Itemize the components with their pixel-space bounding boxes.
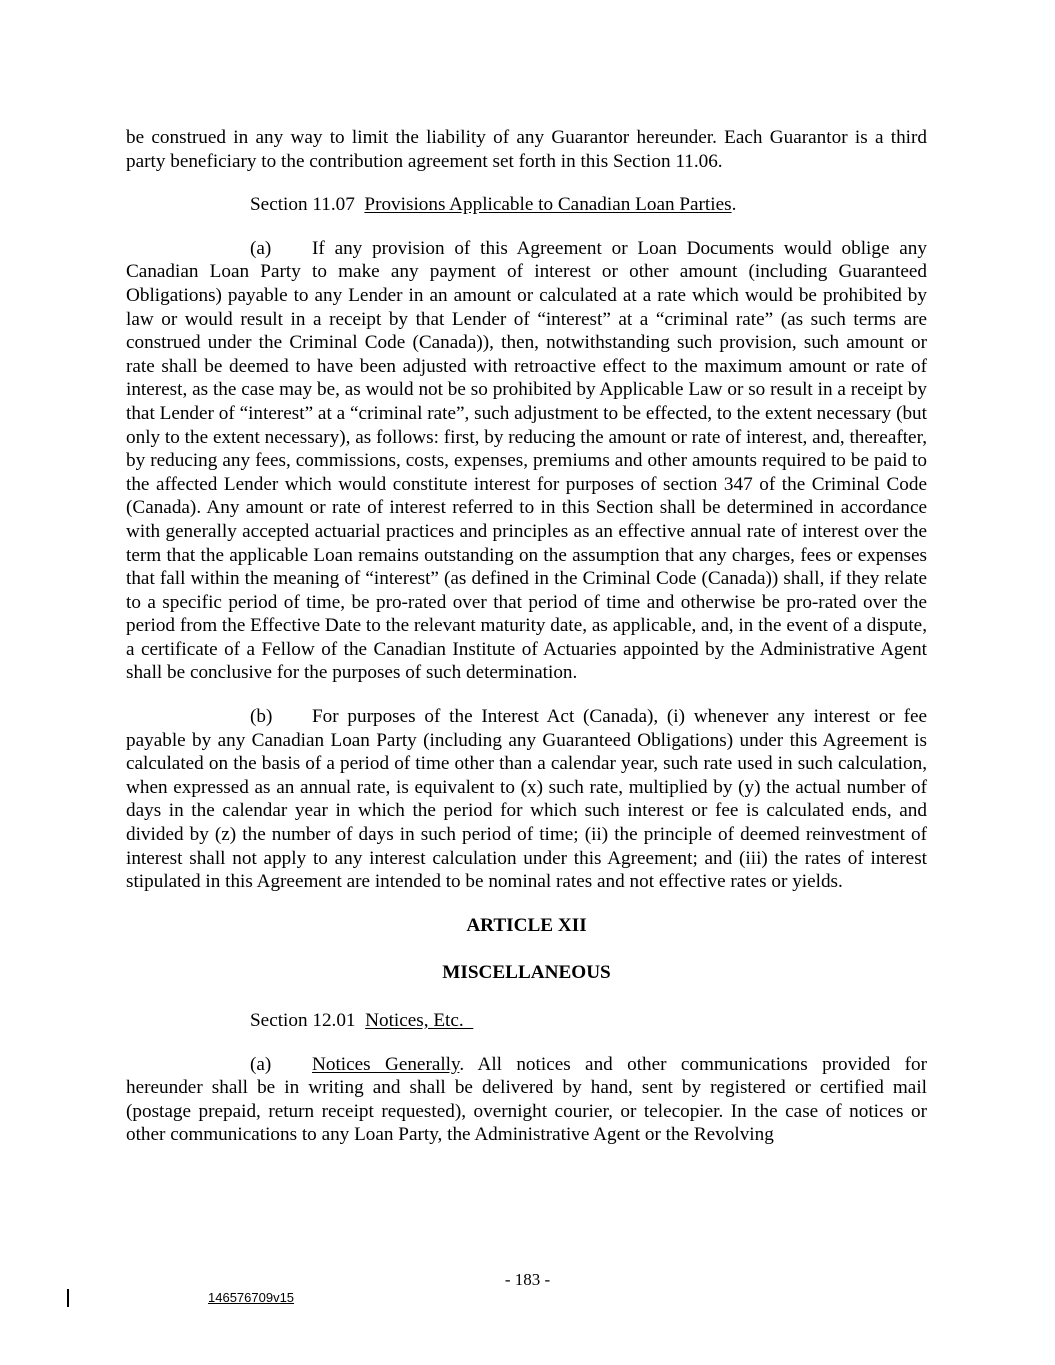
document-id: 146576709v15 [208,1290,295,1305]
paragraph-12-01-a-heading: Notices Generally [312,1053,460,1075]
section-11-07-number: Section 11.07 [250,194,355,216]
section-12-01-title: Notices, Etc. [365,1010,474,1031]
page-number: - 183 - [504,1270,551,1289]
article-title: MISCELLANEOUS [442,962,611,984]
article-number: ARTICLE XII [466,914,587,936]
paragraph-11-07-b-text: For purposes of the Interest Act (Canada), (i) whenever any interest or fee payable by any Canadian Loan Party (including any Guaranteed Obligations) under this Agreement is calculated on the basis of a period of time other than a calendar year, such rate used in such calculation, when expressed as an annual rate, is equivalent to (x) such rate, multiplied by (y) the actual number of days in the calendar year in which the period for which such interest or fee is calculated ends, and divided by (z) the number of days in such period of time; (ii) the principle of deemed reinvestment of interest shall not apply to any interest calculation under this Agreement; and (iii) the rates of interest stipulated in this Agreement are intended to be nominal rates and not effective rates or yields. [126,706,927,893]
paragraph-12-01-a-text: . All notices and other communications provided for hereunder shall be in writing and shall be delivered by hand, sent by registered or certified mail (postage prepaid, return receipt requested), overnight courier, or telecopier. In the case of notices or other communications to any Loan Party, the Administrative Agent or the Revolving [126,1053,928,1146]
paragraph-11-07-b-label: (b) [250,706,273,728]
paragraph-12-01-a-label: (a) [250,1053,272,1075]
paragraph-11-07-a-label: (a) [250,237,272,259]
revision-bar [67,1289,69,1307]
section-12-01-heading [126,1009,927,1033]
paragraph-11-07-a-text: If any provision of this Agreement or Loan Documents would oblige any Canadian Loan Party to make any payment of interest or other amount (including Guaranteed Obligations) payable to any Lender in an amount or calculated at a rate which would be prohibited by law or would result in a receipt by that Lender of “interest” at a “criminal rate” (as such terms are construed under the Criminal Code (Canada)), then, notwithstanding such provision, such amount or rate shall be deemed to have been adjusted with retroactive effect to the maximum amount or rate of interest, as the case may be, as would not be so prohibited by Applicable Law or so result in a receipt by that Lender of “interest” at a “criminal rate”, such adjustment to be effected, to the extent necessary (but only to the extent necessary), as follows: first, by reducing the amount or rate of interest, and, thereafter, by reducing any fees, commissions, costs, expenses, premiums and other amounts required to be paid to the affected Lender which would constitute interest for purposes of section 347 of the Criminal Code (Canada). Any amount or rate of interest referred to in this Section shall be determined in accordance with generally accepted actuarial practices and principles as an effective annual rate of interest over the term that the applicable Loan remains outstanding on the assumption that any charges, fees or expenses that fall within the meaning of “interest” (as defined in the Criminal Code (Canada)) shall, if they relate to a specific period of time, be pro-rated over that period of time and otherwise be pro-rated over the period from the Effective Date to the relevant maturity date, as applicable, and, in the event of a dispute, a certificate of a Fellow of the Canadian Institute of Actuaries appointed by the Administrative Agent shall be conclusive for the purposes of such determination. [126,237,927,684]
section-12-01-number: Section 12.01 [250,1010,356,1031]
section-11-07-heading [126,193,927,217]
continuation-paragraph [126,126,927,173]
paragraph-12-01-a [126,1053,927,1147]
section-11-07-title: Provisions Applicable to Canadian Loan Parties [364,194,732,216]
paragraph-11-07-b [126,705,927,894]
paragraph-11-07-a [126,237,927,685]
section-11-07-title-suffix: . [731,194,737,216]
continuation-text: be construed in any way to limit the liability of any Guarantor hereunder. Each Guarantor is a third party beneficiary to the contribution agreement set forth in this Section 11.06. [126,127,927,172]
document-page [126,126,927,1167]
